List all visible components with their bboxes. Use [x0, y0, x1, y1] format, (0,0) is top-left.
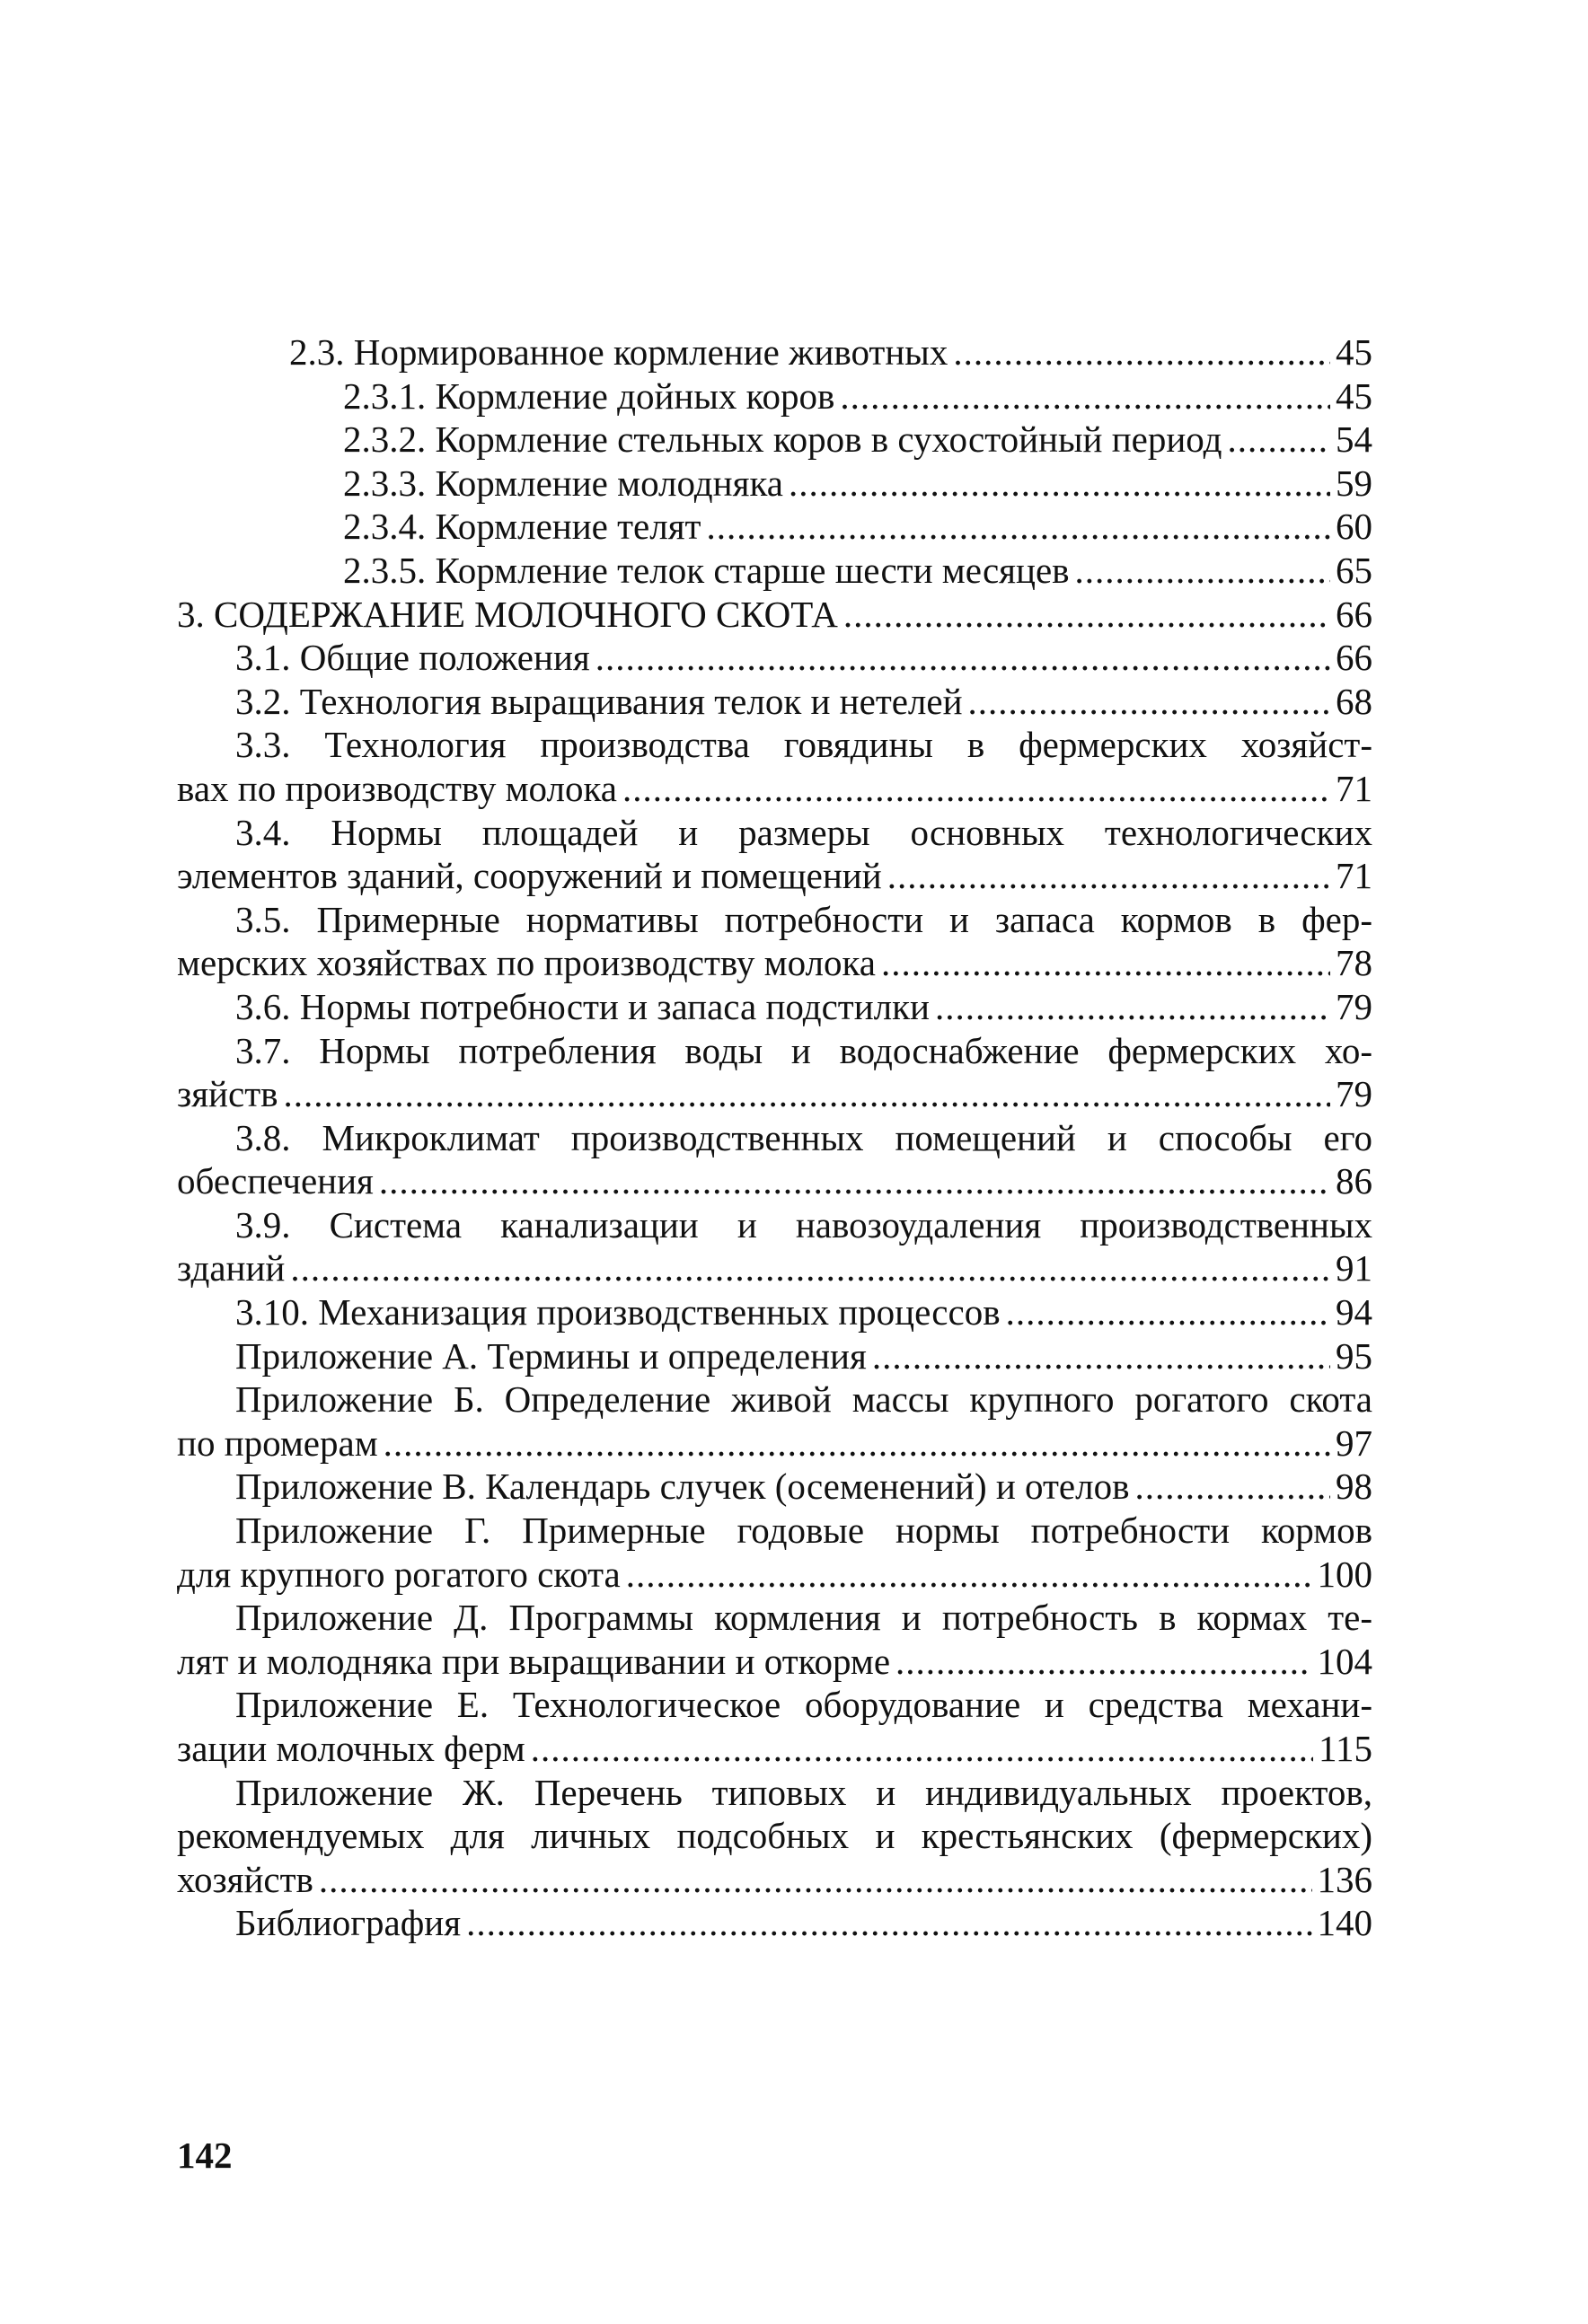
toc-entry[interactable]	[177, 811, 1372, 898]
dot-leader	[706, 505, 1330, 549]
toc-entry-title-line1: Приложение Е. Технологическое оборудование и средства механи-	[235, 1684, 1372, 1726]
toc-entry[interactable]	[177, 330, 1372, 374]
toc-entry[interactable]	[177, 985, 1372, 1029]
toc-entry-title-line1: 3.7. Нормы потребления воды и водоснабжение фермерских хо-	[235, 1029, 1372, 1071]
toc-entry-page: 79	[1336, 1073, 1372, 1115]
toc-entry[interactable]	[177, 593, 1372, 637]
toc-entry-title-line1: Приложение Д. Программы кормления и потребность в кормах те-	[235, 1597, 1372, 1639]
toc-entry-page: 78	[1336, 942, 1372, 984]
dot-leader	[840, 374, 1330, 418]
toc-entry-page: 136	[1317, 1858, 1372, 1900]
toc-entry[interactable]	[177, 1116, 1372, 1203]
toc-entry[interactable]	[177, 1683, 1372, 1770]
toc-entry-title: 3.6. Нормы потребности и запаса подстилки	[235, 985, 930, 1027]
toc-entry-title: 3. СОДЕРЖАНИЕ МОЛОЧНОГО СКОТА	[177, 593, 838, 635]
toc-entry-page: 86	[1336, 1160, 1372, 1202]
dot-leader	[1075, 549, 1330, 593]
toc-entry[interactable]	[177, 1378, 1372, 1465]
toc-entry-page: 68	[1336, 680, 1372, 722]
dot-leader	[1227, 418, 1330, 462]
toc-entry[interactable]	[177, 1334, 1372, 1378]
toc-entry-title: 2.3.3. Кормление молодняка	[343, 462, 783, 504]
toc-entry-title: Библиография	[235, 1902, 462, 1944]
dot-leader	[843, 593, 1330, 637]
toc-entry[interactable]	[177, 1029, 1372, 1116]
toc-entry-title-line2: рекомендуемых для личных подсобных и крестьянских (фермерских)	[177, 1815, 1372, 1857]
toc-entry-title: 3.2. Технология выращивания телок и нетелей	[235, 680, 963, 722]
toc-entry-page: 66	[1336, 637, 1372, 679]
toc-entry-title: 2.3.4. Кормление телят	[343, 506, 701, 548]
toc-entry-page: 71	[1336, 855, 1372, 897]
toc-entry-title: Приложение В. Календарь случек (осеменений) и отелов	[235, 1466, 1130, 1508]
toc-entry-page: 45	[1336, 374, 1372, 417]
dot-leader	[1134, 1465, 1330, 1509]
toc-entry[interactable]	[177, 1771, 1372, 1902]
toc-entry-title-line2: зяйств	[177, 1073, 278, 1115]
toc-entry-title-line1: 3.4. Нормы площадей и размеры основных технологических	[235, 811, 1372, 853]
toc-entry-title: 3.10. Механизация производственных процессов	[235, 1291, 1001, 1334]
toc-entry[interactable]	[177, 418, 1372, 462]
toc-entry-page: 98	[1336, 1466, 1372, 1508]
toc-entry[interactable]	[177, 374, 1372, 418]
toc-entry-title-line1: Приложение Ж. Перечень типовых и индивидуальных проектов,	[235, 1771, 1372, 1813]
toc-entry[interactable]	[177, 1901, 1372, 1945]
toc-entry-title-line1: 3.9. Система канализации и навозоудаления производственных	[235, 1203, 1372, 1246]
dot-leader	[881, 941, 1330, 985]
toc-entry-page: 104	[1317, 1640, 1372, 1682]
toc-entry-title-line1: 3.8. Микроклимат производственных помещений и способы его	[235, 1116, 1372, 1158]
dot-leader	[626, 1553, 1312, 1597]
toc-entry-page: 140	[1317, 1902, 1372, 1944]
toc-entry-page: 65	[1336, 549, 1372, 591]
toc-entry-title-line3: хозяйств	[177, 1858, 313, 1900]
dot-leader	[968, 680, 1330, 724]
dot-leader	[953, 330, 1330, 374]
toc-entry-title-line1: 3.5. Примерные нормативы потребности и запаса кормов в фер-	[235, 898, 1372, 940]
toc-entry[interactable]	[177, 549, 1372, 593]
toc-entry-title-line2: зданий	[177, 1247, 286, 1290]
dot-leader	[466, 1901, 1311, 1945]
toc-entry-title-line1: Приложение Г. Примерные годовые нормы потребности кормов	[235, 1510, 1372, 1552]
toc-entry[interactable]	[177, 680, 1372, 724]
toc-entry-page: 71	[1336, 767, 1372, 809]
toc-entry-title-line2: по промерам	[177, 1422, 378, 1464]
toc-entry-page: 115	[1319, 1728, 1372, 1769]
toc-entry[interactable]	[177, 1596, 1372, 1683]
toc-entry-page: 79	[1336, 985, 1372, 1027]
toc-entry[interactable]	[177, 898, 1372, 985]
toc-entry[interactable]	[177, 723, 1372, 810]
toc-entry-title-line2: лят и молодняка при выращивании и откорме	[177, 1640, 891, 1682]
toc-entry-page: 91	[1336, 1247, 1372, 1290]
toc-entry[interactable]	[177, 462, 1372, 506]
toc-entry-page: 95	[1336, 1334, 1372, 1377]
toc-entry-title-line2: вах по производству молока	[177, 767, 617, 809]
toc-entry-title-line2: для крупного рогатого скота	[177, 1553, 621, 1595]
toc-entry[interactable]	[177, 505, 1372, 549]
toc-entry-page: 60	[1336, 506, 1372, 548]
toc-entry-title-line1: Приложение Б. Определение живой массы крупного рогатого скота	[235, 1378, 1372, 1421]
dot-leader	[290, 1246, 1330, 1290]
toc-entry-page: 45	[1336, 331, 1372, 373]
dot-leader	[789, 462, 1330, 506]
toc-entry-title: 3.1. Общие положения	[235, 637, 590, 679]
toc-entry[interactable]	[177, 1465, 1372, 1509]
toc-entry-title-line2: мерских хозяйствах по производству молока	[177, 942, 876, 984]
dot-leader	[1006, 1290, 1330, 1334]
dot-leader	[622, 767, 1330, 811]
toc-entry-title-line2: зации молочных ферм	[177, 1728, 525, 1769]
toc-entry-title: Приложение А. Термины и определения	[235, 1334, 867, 1377]
toc-entry-page: 97	[1336, 1422, 1372, 1464]
dot-leader	[895, 1640, 1311, 1684]
toc-entry-page: 66	[1336, 593, 1372, 635]
toc-entry-title-line2: элементов зданий, сооружений и помещений	[177, 855, 882, 897]
toc-entry[interactable]	[177, 1203, 1372, 1290]
toc-entry-title: 2.3.2. Кормление стельных коров в сухостойный период	[343, 418, 1222, 461]
toc-entry-page: 100	[1317, 1553, 1372, 1595]
toc-entry-page: 94	[1336, 1291, 1372, 1334]
table-of-contents	[177, 330, 1372, 1945]
toc-entry[interactable]	[177, 1509, 1372, 1596]
dot-leader	[596, 636, 1330, 680]
toc-entry[interactable]	[177, 1290, 1372, 1334]
toc-entry-title: 2.3.5. Кормление телок старше шести месяцев	[343, 549, 1070, 591]
dot-leader	[872, 1334, 1330, 1378]
dot-leader	[384, 1422, 1330, 1466]
toc-entry-page: 54	[1336, 418, 1372, 461]
toc-entry-page: 59	[1336, 462, 1372, 504]
page-number: 142	[177, 2135, 233, 2176]
toc-entry[interactable]	[177, 636, 1372, 680]
dot-leader	[379, 1159, 1330, 1203]
dot-leader	[283, 1072, 1330, 1116]
dot-leader	[887, 854, 1330, 898]
dot-leader	[935, 985, 1330, 1029]
toc-entry-title: 2.3. Нормированное кормление животных	[289, 331, 948, 373]
dot-leader	[319, 1858, 1312, 1902]
dot-leader	[531, 1727, 1313, 1771]
toc-entry-title-line2: обеспечения	[177, 1160, 374, 1202]
toc-entry-title: 2.3.1. Кормление дойных коров	[343, 374, 835, 417]
toc-entry-title-line1: 3.3. Технология производства говядины в фермерских хозяйст-	[235, 724, 1372, 766]
